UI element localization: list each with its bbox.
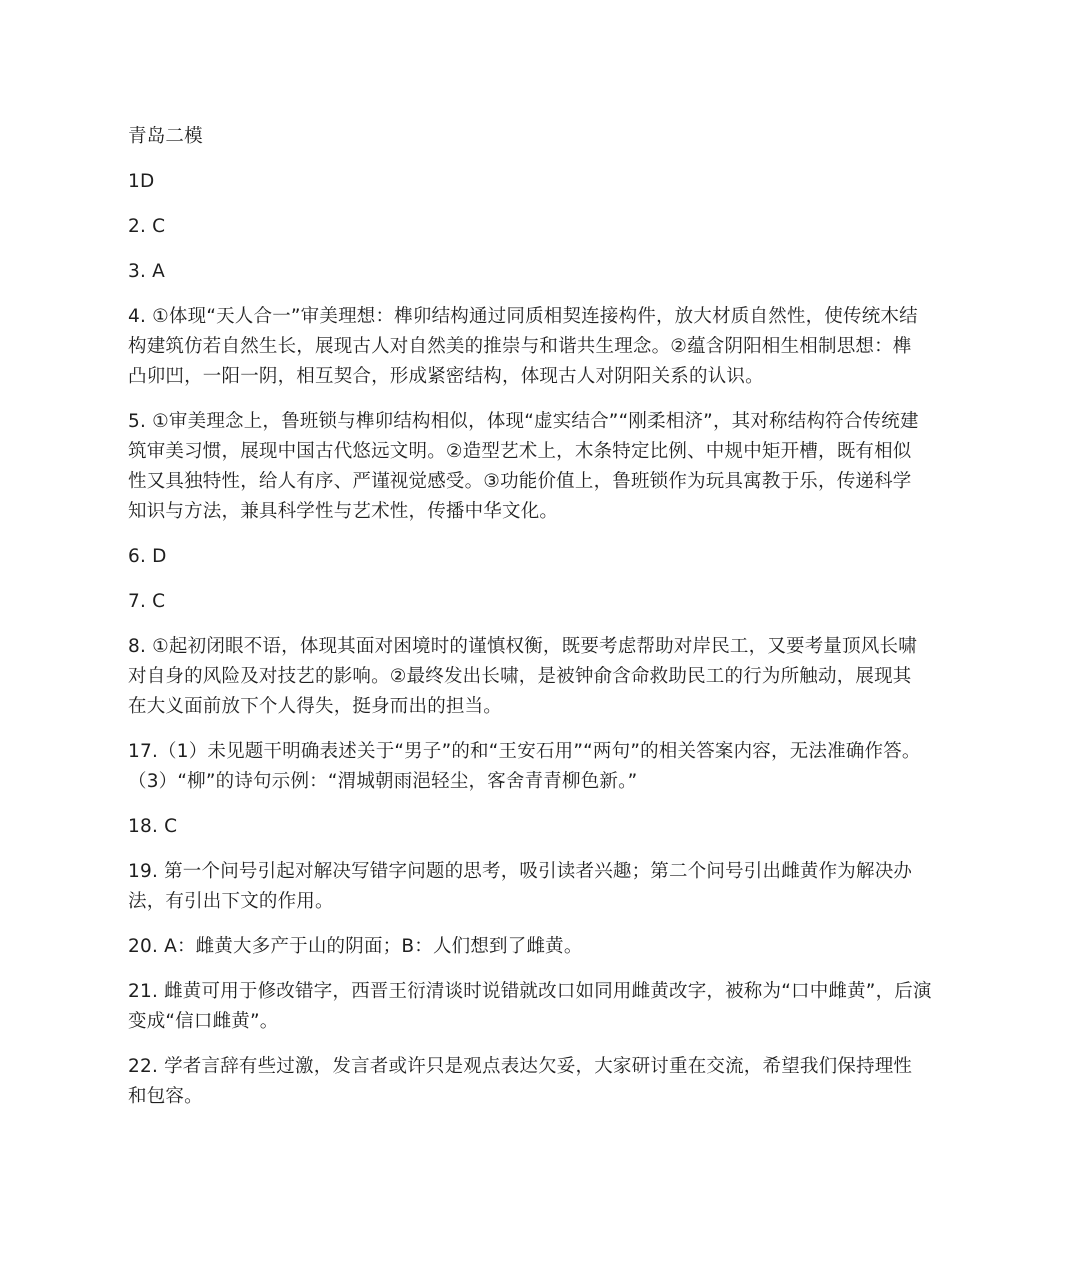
answer-line: 法，有引出下文的作用。 — [128, 891, 334, 912]
answer-1 — [128, 167, 954, 197]
answer-line: 和包容。 — [128, 1086, 203, 1107]
answer-line: 8. ①起初闭眼不语，体现其面对困境时的谨慎权衡，既要考虑帮助对岸民工，又要考量顶风长啸 — [128, 636, 917, 657]
answer-21 — [128, 977, 954, 1037]
answer-19 — [128, 857, 954, 917]
page-title: 青岛二模 — [128, 126, 203, 147]
answer-20 — [128, 932, 954, 962]
answer-line: 18. C — [128, 816, 178, 837]
answer-line: 20. A：雌黄大多产于山的阴面；B：人们想到了雌黄。 — [128, 936, 583, 957]
answer-line: 2. C — [128, 216, 166, 237]
answer-8 — [128, 632, 954, 722]
answer-line: 构建筑仿若自然生长，展现古人对自然美的推崇与和谐共生理念。②蕴含阴阳相生相制思想：榫 — [128, 336, 912, 357]
answer-line: 19. 第一个问号引起对解决写错字问题的思考，吸引读者兴趣；第二个问号引出雌黄作为解决办 — [128, 861, 913, 882]
answer-3 — [128, 257, 954, 287]
answer-line: 性又具独特性，给人有序、严谨视觉感受。③功能价值上，鲁班锁作为玩具寓教于乐，传递科学 — [128, 471, 912, 492]
answer-line: 21. 雌黄可用于修改错字，西晋王衍清谈时说错就改口如同用雌黄改字，被称为“口中雌黄”，后演 — [128, 981, 932, 1002]
answer-line: （3）“柳”的诗句示例：“渭城朝雨浥轻尘，客舍青青柳色新。” — [128, 771, 638, 792]
answer-2 — [128, 212, 954, 242]
answer-line: 1D — [128, 171, 155, 192]
answer-line: 5. ①审美理念上，鲁班锁与榫卯结构相似，体现“虚实结合”“刚柔相济”，其对称结构符合传统建 — [128, 411, 919, 432]
answer-line: 对自身的风险及对技艺的影响。②最终发出长啸，是被钟俞含命救助民工的行为所触动，展现其 — [128, 666, 912, 687]
answer-22 — [128, 1052, 954, 1112]
answer-line: 变成“信口雌黄”。 — [128, 1011, 279, 1032]
answer-line: 知识与方法，兼具科学性与艺术性，传播中华文化。 — [128, 501, 559, 522]
answer-line: 3. A — [128, 261, 165, 282]
answer-sheet — [128, 122, 954, 1112]
answer-18 — [128, 812, 954, 842]
answer-line: 在大义面前放下个人得失，挺身而出的担当。 — [128, 696, 503, 717]
answer-line: 22. 学者言辞有些过激，发言者或许只是观点表达欠妥，大家研讨重在交流，希望我们保持理性 — [128, 1056, 913, 1077]
answer-line: 筑审美习惯，展现中国古代悠远文明。②造型艺术上，木条特定比例、中规中矩开槽，既有相似 — [128, 441, 912, 462]
answer-5 — [128, 407, 954, 527]
answer-6 — [128, 542, 954, 572]
answer-4 — [128, 302, 954, 392]
answer-line: 7. C — [128, 591, 166, 612]
answer-line: 6. D — [128, 546, 167, 567]
answer-line: 17.（1）未见题干明确表述关于“男子”的和“王安石用”“两句”的相关答案内容，无法准确作答。 — [128, 741, 921, 762]
answer-line: 凸卯凹，一阳一阴，相互契合，形成紧密结构，体现古人对阴阳关系的认识。 — [128, 366, 764, 387]
answer-17 — [128, 737, 954, 797]
answer-line: 4. ①体现“天人合一”审美理想：榫卯结构通过同质相契连接构件，放大材质自然性，使传统木结 — [128, 306, 918, 327]
answer-7 — [128, 587, 954, 617]
